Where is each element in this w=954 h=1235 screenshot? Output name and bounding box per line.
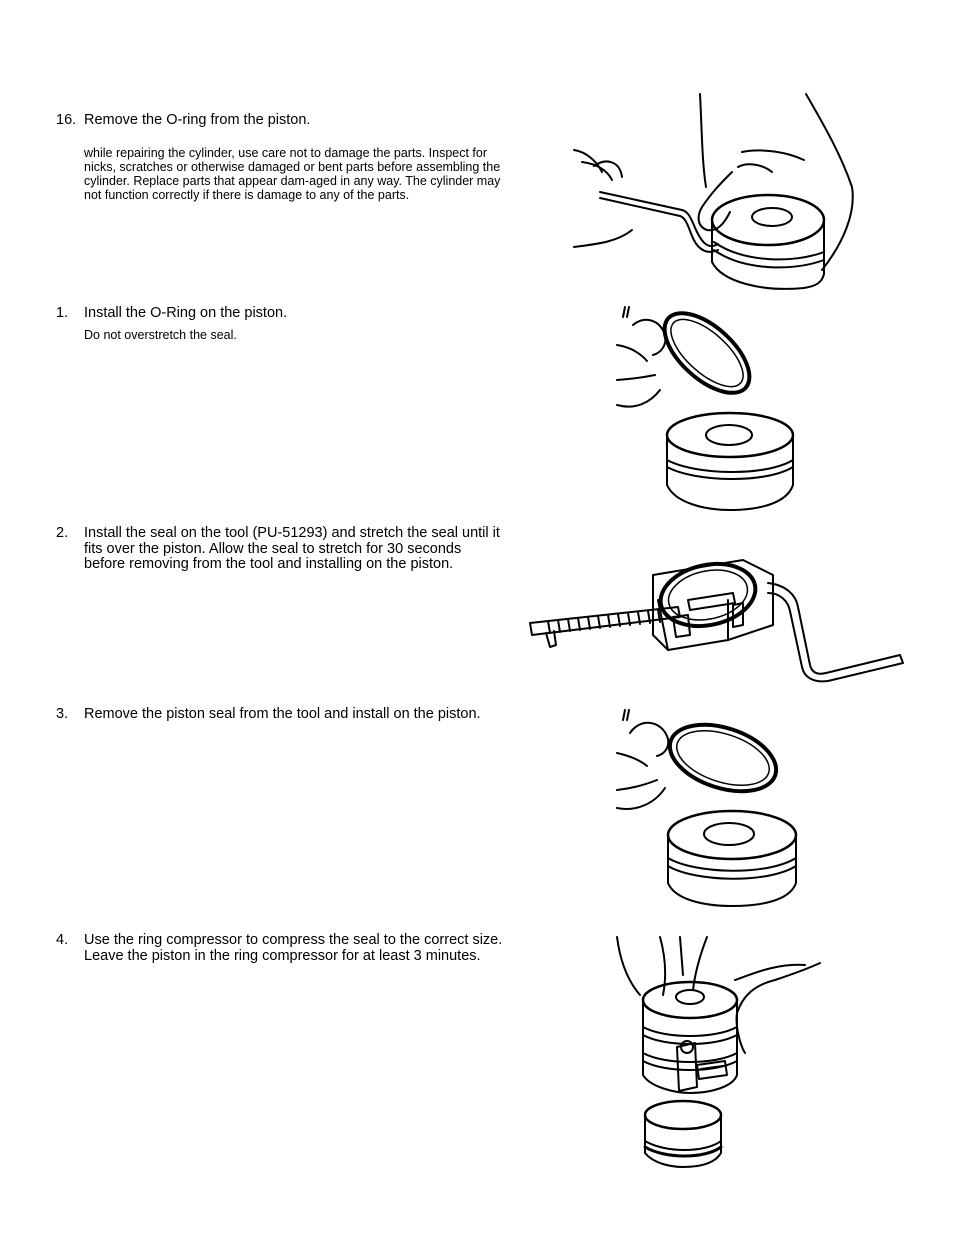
ring-compressor-illustration [615, 935, 825, 1170]
step-text: Install the O-Ring on the piston. [84, 305, 288, 321]
step-number: 3. [56, 706, 69, 722]
step-3 [56, 707, 506, 723]
step-number: 1. [56, 305, 69, 321]
step-caution-note: while repairing the cylinder, use care not to damage the parts. Inspect for nicks, scratches or otherwise damaged or bent parts before assembling the cylinder. Replace parts that appear dam-aged in any way. The cylinder may not function correctly if there is damage to any of the parts. [84, 145, 501, 202]
step-2 [56, 526, 506, 573]
step-4 [56, 933, 506, 964]
step-number: 2. [56, 525, 69, 541]
step-text: Remove the piston seal from the tool and install on the piston. [84, 706, 481, 722]
seal-stretch-tool-illustration [528, 555, 906, 685]
step-note: Do not overstretch the seal. [84, 327, 237, 342]
install-oring-illustration [615, 305, 800, 515]
step-number: 16. [56, 112, 77, 128]
remove-oring-illustration [572, 92, 857, 297]
step-16 [56, 113, 506, 202]
step-text: Remove the O-ring from the piston. [84, 112, 311, 128]
install-piston-seal-illustration [615, 708, 800, 908]
step-text: Use the ring compressor to compress the seal to the correct size. Leave the piston in the ring compressor for at least 3 minutes. [84, 932, 503, 964]
step-number: 4. [56, 932, 69, 948]
step-1 [56, 306, 506, 342]
step-text: Install the seal on the tool (PU-51293) and stretch the seal until it fits over the piston. Allow the seal to stretch for 30 seconds before removing from the tool and installing on the piston. [84, 525, 500, 572]
